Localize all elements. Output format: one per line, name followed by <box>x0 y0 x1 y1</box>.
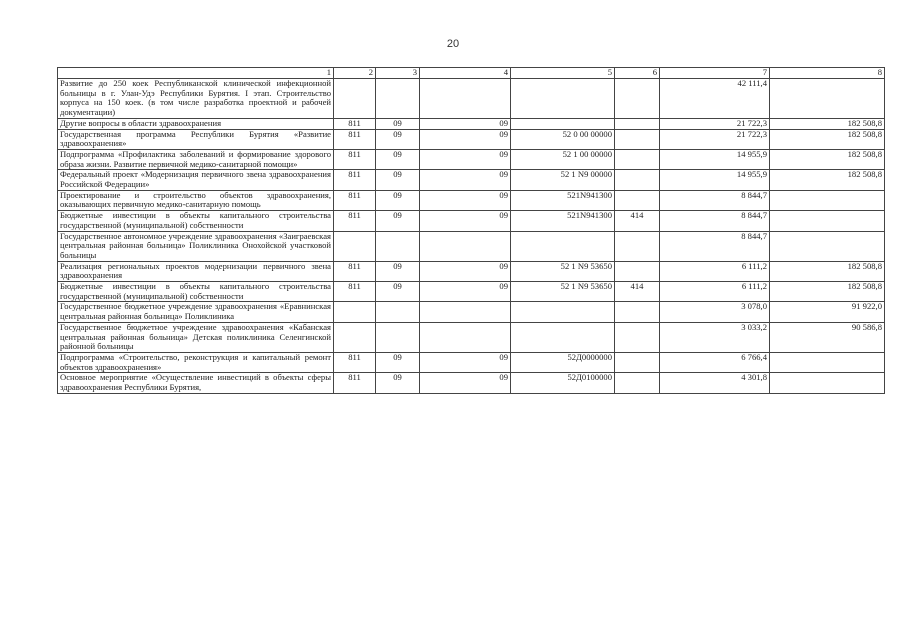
header-cell: 8 <box>770 68 885 79</box>
amount-cell: 14 955,9 <box>660 149 770 169</box>
target-article-cell <box>511 231 615 261</box>
header-cell: 5 <box>511 68 615 79</box>
ministry-code-cell: 811 <box>334 118 376 129</box>
expense-type-cell <box>615 231 660 261</box>
expense-type-cell <box>615 261 660 281</box>
amount-cell: 3 078,0 <box>660 302 770 322</box>
ministry-code-cell: 811 <box>334 211 376 231</box>
ministry-code-cell <box>334 322 376 352</box>
expense-type-cell <box>615 190 660 210</box>
subsection-code-cell: 09 <box>420 352 511 372</box>
amount-cell <box>770 79 885 119</box>
expense-type-cell <box>615 302 660 322</box>
name-cell: Проектирование и строительство объектов здравоохранения, оказывающих первичную медико-санитарную помощь <box>58 190 334 210</box>
subsection-code-cell: 09 <box>420 170 511 190</box>
ministry-code-cell <box>334 231 376 261</box>
amount-cell: 8 844,7 <box>660 211 770 231</box>
amount-cell <box>770 231 885 261</box>
subsection-code-cell: 09 <box>420 373 511 393</box>
section-code-cell: 09 <box>376 211 420 231</box>
table-row <box>58 149 885 169</box>
amount-cell: 6 766,4 <box>660 352 770 372</box>
table-row <box>58 352 885 372</box>
section-code-cell: 09 <box>376 352 420 372</box>
table-row <box>58 322 885 352</box>
expense-type-cell: 414 <box>615 211 660 231</box>
name-cell: Государственная программа Республики Бурятия «Развитие здравоохранения» <box>58 129 334 149</box>
amount-cell: 182 508,8 <box>770 170 885 190</box>
target-article-cell <box>511 322 615 352</box>
subsection-code-cell: 09 <box>420 190 511 210</box>
name-cell: Государственное автономное учреждение здравоохранения «Заиграевская центральная районная больница» Поликлиника Онохойской участковой больницы <box>58 231 334 261</box>
name-cell: Другие вопросы в области здравоохранения <box>58 118 334 129</box>
table-row <box>58 282 885 302</box>
name-cell: Развитие до 250 коек Республиканской клинической инфекционной больницы в г. Улан-Удэ Республики Бурятия. I этап. Строительство корпуса на 150 коек. (в том числе разработка проектной и рабочей документации) <box>58 79 334 119</box>
expense-type-cell <box>615 79 660 119</box>
subsection-code-cell <box>420 231 511 261</box>
header-cell: 4 <box>420 68 511 79</box>
amount-cell: 14 955,9 <box>660 170 770 190</box>
ministry-code-cell <box>334 302 376 322</box>
section-code-cell: 09 <box>376 149 420 169</box>
amount-cell: 8 844,7 <box>660 231 770 261</box>
section-code-cell: 09 <box>376 261 420 281</box>
ministry-code-cell <box>334 79 376 119</box>
name-cell: Подпрограмма «Профилактика заболеваний и формирование здорового образа жизни. Развитие первичной медико-санитарной помощи» <box>58 149 334 169</box>
table-row <box>58 261 885 281</box>
amount-cell: 21 722,3 <box>660 129 770 149</box>
table-row <box>58 118 885 129</box>
expense-type-cell: 414 <box>615 282 660 302</box>
target-article-cell: 52 1 00 00000 <box>511 149 615 169</box>
amount-cell <box>770 352 885 372</box>
ministry-code-cell: 811 <box>334 352 376 372</box>
table-row <box>58 129 885 149</box>
name-cell: Подпрограмма «Строительство, реконструкция и капитальный ремонт объектов здравоохранения» <box>58 352 334 372</box>
expense-type-cell <box>615 118 660 129</box>
ministry-code-cell: 811 <box>334 149 376 169</box>
section-code-cell: 09 <box>376 373 420 393</box>
amount-cell: 6 111,2 <box>660 261 770 281</box>
amount-cell <box>770 190 885 210</box>
amount-cell: 182 508,8 <box>770 118 885 129</box>
expense-type-cell <box>615 352 660 372</box>
expense-type-cell <box>615 373 660 393</box>
section-code-cell <box>376 231 420 261</box>
expense-type-cell <box>615 129 660 149</box>
target-article-cell: 52 1 N9 00000 <box>511 170 615 190</box>
name-cell: Основное мероприятие «Осуществление инвестиций в объекты сферы здравоохранения Республики Бурятия, <box>58 373 334 393</box>
target-article-cell: 52Д0100000 <box>511 373 615 393</box>
subsection-code-cell <box>420 302 511 322</box>
amount-cell <box>770 373 885 393</box>
section-code-cell: 09 <box>376 170 420 190</box>
amount-cell: 6 111,2 <box>660 282 770 302</box>
target-article-cell: 52 1 N9 53650 <box>511 282 615 302</box>
expense-type-cell <box>615 170 660 190</box>
ministry-code-cell: 811 <box>334 261 376 281</box>
subsection-code-cell: 09 <box>420 261 511 281</box>
subsection-code-cell: 09 <box>420 118 511 129</box>
subsection-code-cell <box>420 322 511 352</box>
header-cell: 3 <box>376 68 420 79</box>
amount-cell: 182 508,8 <box>770 149 885 169</box>
amount-cell: 90 586,8 <box>770 322 885 352</box>
section-code-cell <box>376 79 420 119</box>
subsection-code-cell <box>420 79 511 119</box>
target-article-cell: 52 0 00 00000 <box>511 129 615 149</box>
section-code-cell: 09 <box>376 129 420 149</box>
header-cell: 2 <box>334 68 376 79</box>
table-row <box>58 170 885 190</box>
ministry-code-cell: 811 <box>334 373 376 393</box>
target-article-cell: 521N941300 <box>511 190 615 210</box>
section-code-cell: 09 <box>376 190 420 210</box>
budget-table <box>57 67 885 394</box>
target-article-cell: 52 1 N9 53650 <box>511 261 615 281</box>
table-row <box>58 231 885 261</box>
subsection-code-cell: 09 <box>420 149 511 169</box>
subsection-code-cell: 09 <box>420 129 511 149</box>
section-code-cell: 09 <box>376 282 420 302</box>
page-number: 20 <box>446 38 460 50</box>
target-article-cell: 52Д0000000 <box>511 352 615 372</box>
section-code-cell <box>376 322 420 352</box>
expense-type-cell <box>615 149 660 169</box>
name-cell: Государственное бюджетное учреждение здравоохранения «Кабанская центральная районная больница» Детская поликлиника Селенгинской районной больницы <box>58 322 334 352</box>
amount-cell: 91 922,0 <box>770 302 885 322</box>
header-cell: 1 <box>58 68 334 79</box>
target-article-cell: 521N941300 <box>511 211 615 231</box>
amount-cell: 182 508,8 <box>770 261 885 281</box>
amount-cell: 4 301,8 <box>660 373 770 393</box>
target-article-cell <box>511 118 615 129</box>
name-cell: Бюджетные инвестиции в объекты капитального строительства государственной (муниципальной) собственности <box>58 211 334 231</box>
amount-cell: 182 508,8 <box>770 282 885 302</box>
amount-cell: 3 033,2 <box>660 322 770 352</box>
amount-cell: 21 722,3 <box>660 118 770 129</box>
section-code-cell <box>376 302 420 322</box>
table-row <box>58 211 885 231</box>
section-code-cell: 09 <box>376 118 420 129</box>
name-cell: Федеральный проект «Модернизация первичного звена здравоохранения Российской Федерации» <box>58 170 334 190</box>
target-article-cell <box>511 79 615 119</box>
expense-type-cell <box>615 322 660 352</box>
header-cell: 6 <box>615 68 660 79</box>
header-cell: 7 <box>660 68 770 79</box>
amount-cell <box>770 211 885 231</box>
table-row <box>58 190 885 210</box>
amount-cell: 182 508,8 <box>770 129 885 149</box>
amount-cell: 8 844,7 <box>660 190 770 210</box>
table-row <box>58 373 885 393</box>
amount-cell: 42 111,4 <box>660 79 770 119</box>
ministry-code-cell: 811 <box>334 190 376 210</box>
name-cell: Государственное бюджетное учреждение здравоохранения «Еравнинская центральная районная больница» Поликлиника <box>58 302 334 322</box>
table-row <box>58 79 885 119</box>
subsection-code-cell: 09 <box>420 211 511 231</box>
name-cell: Реализация региональных проектов модернизации первичного звена здравоохранения <box>58 261 334 281</box>
name-cell: Бюджетные инвестиции в объекты капитального строительства государственной (муниципальной) собственности <box>58 282 334 302</box>
ministry-code-cell: 811 <box>334 170 376 190</box>
table-row <box>58 302 885 322</box>
ministry-code-cell: 811 <box>334 282 376 302</box>
target-article-cell <box>511 302 615 322</box>
table-header-row <box>58 68 885 79</box>
ministry-code-cell: 811 <box>334 129 376 149</box>
subsection-code-cell: 09 <box>420 282 511 302</box>
